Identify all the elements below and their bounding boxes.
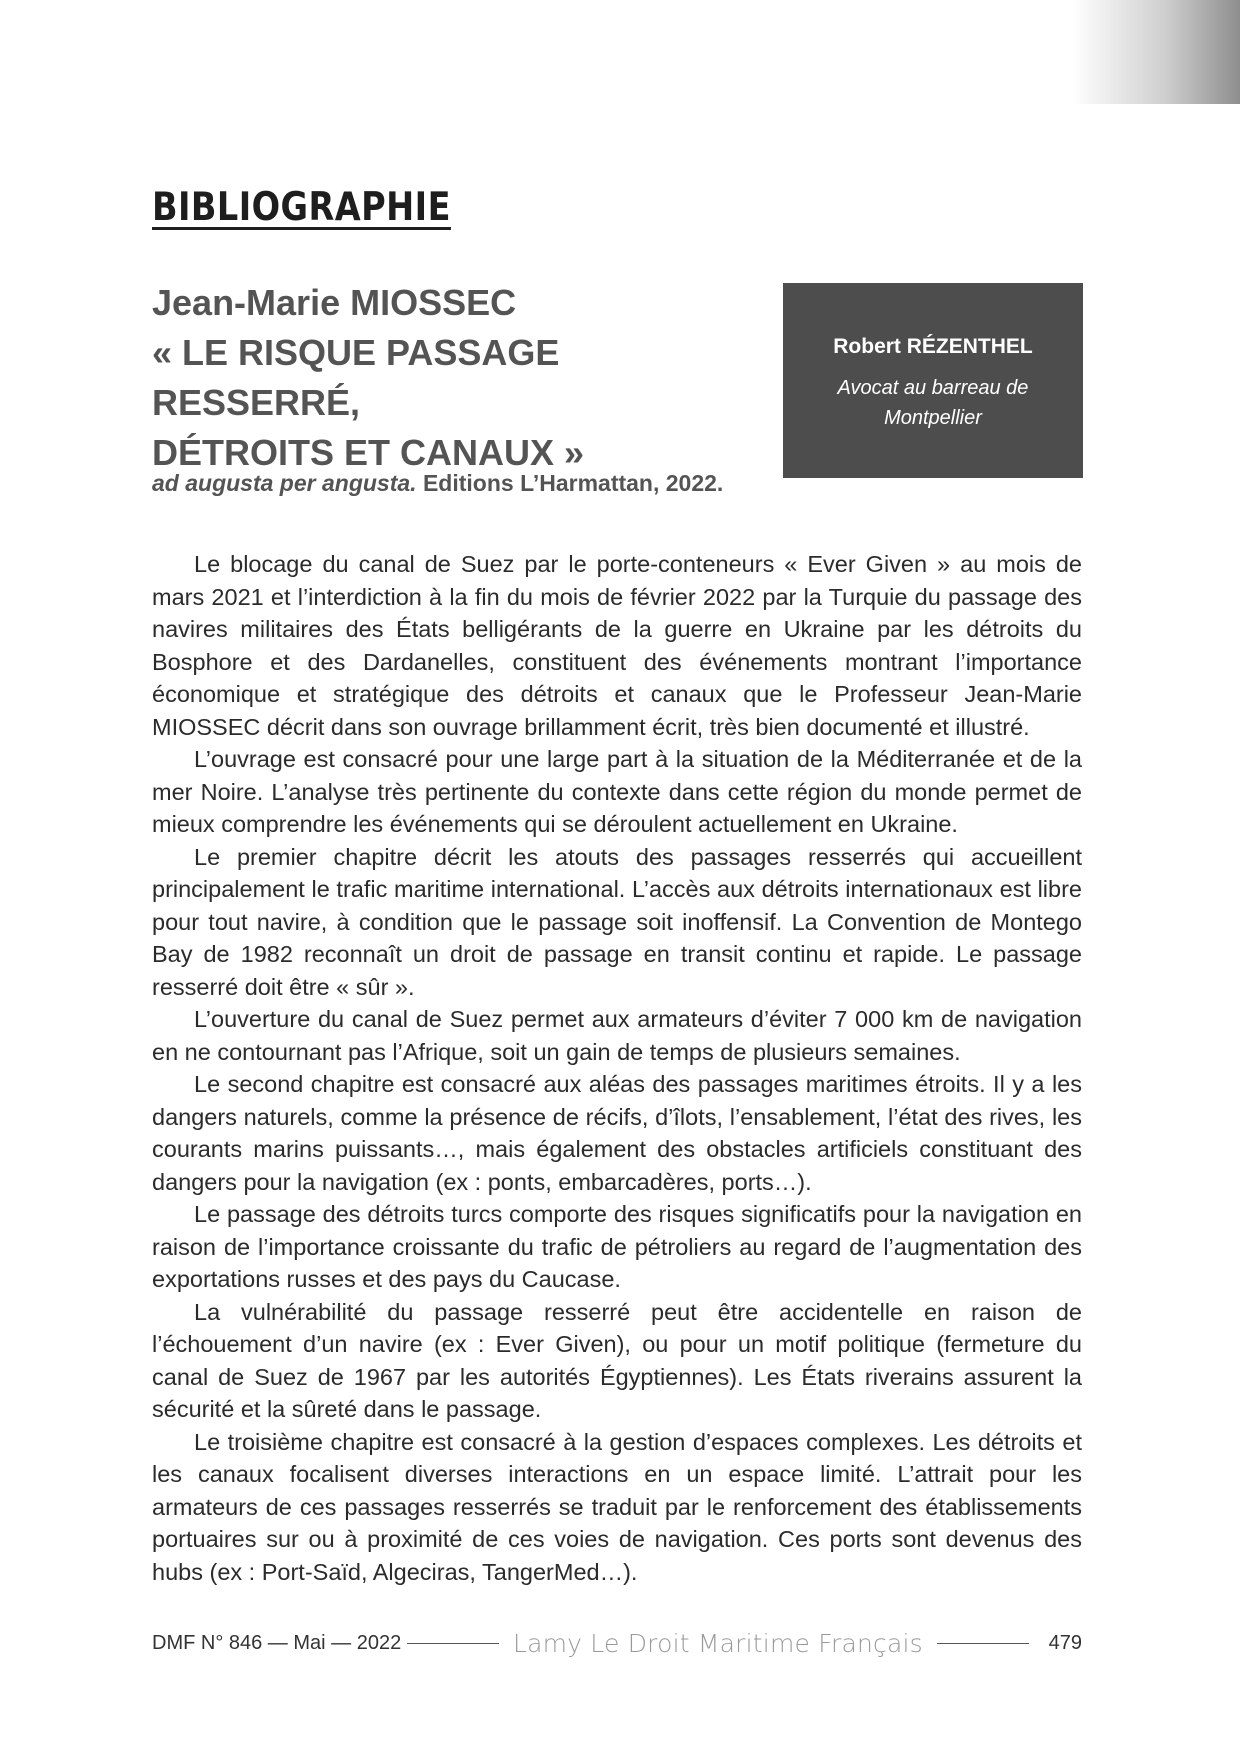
reviewer-name: Robert RÉZENTHEL bbox=[833, 335, 1033, 358]
paragraph: L’ouvrage est consacré pour une large part à la situation de la Méditerranée et de la mer Noire. L’analyse très pertinente du contexte dans cette région du monde permet de mieux comprendre les événements qui se déroulent actuellement en Ukraine. bbox=[152, 746, 1082, 837]
paragraph: Le troisième chapitre est consacré à la gestion d’espaces complexes. Les détroits et les canaux focalisent diverses interactions en un espace limité. L’attrait pour les armateurs de ces passages resserrés se traduit par le renforcement des établissements portuaires sur ou à proximité de ces voies de navigation. Ces ports sont devenus des hubs (ex : Port-Saïd, Algeciras, TangerMed…). bbox=[152, 1428, 1082, 1585]
paragraph: Le blocage du canal de Suez par le porte-conteneurs « Ever Given » au mois de mars 2021 et l’interdiction à la fin du mois de février 2022 par la Turquie du passage des navires militaires des États belligérants de la guerre en Ukraine par les détroits du Bosphore et des Dardanelles, constituent des événements montrant l’importance économique et stratégique des détroits et canaux que le Professeur Jean-Marie MIOSSEC décrit dans son ouvrage brillamment écrit, très bien documenté et illustré. bbox=[152, 551, 1082, 740]
page-footer bbox=[152, 1626, 1082, 1660]
footer-issue: DMF N° 846 — Mai — 2022 bbox=[152, 1631, 402, 1654]
paragraph: Le premier chapitre décrit les atouts des passages resserrés qui accueillent principalement le trafic maritime international. L’accès aux détroits internationaux est libre pour tout navire, à condition que le passage soit inoffensif. La Convention de Montego Bay de 1982 reconnaît un droit de passage en transit continu et rapide. Le passage resserré doit être « sûr ». bbox=[152, 843, 1082, 1000]
footer-rule-left bbox=[407, 1643, 499, 1644]
reviewer-box bbox=[783, 283, 1083, 478]
footer-publication: Lamy Le Droit Maritime Français bbox=[512, 1628, 923, 1658]
book-title-line-1: « LE RISQUE PASSAGE RESSERRÉ, bbox=[152, 332, 560, 423]
footer-rule-right bbox=[937, 1643, 1029, 1644]
page-number: 479 bbox=[1048, 1631, 1082, 1654]
reviewer-role: Avocat au barreau de Montpellier bbox=[837, 377, 1029, 429]
page-corner-tab bbox=[1072, 0, 1240, 104]
book-subtitle bbox=[152, 470, 723, 497]
review-body bbox=[152, 548, 1082, 1588]
book-subtitle-publisher: Editions L’Harmattan, 2022. bbox=[416, 470, 724, 496]
paragraph: La vulnérabilité du passage resserré peut être accidentelle en raison de l’échouement d’un navire (ex : Ever Given), ou pour un motif politique (fermeture du canal de Suez de 1967 par les autorités Égyptiennes). Les États riverains assurent la sécurité et la sûreté dans le passage. bbox=[152, 1298, 1082, 1422]
book-title bbox=[152, 328, 712, 478]
paragraph: Le passage des détroits turcs comporte des risques significatifs pour la navigation en raison de l’importance croissante du trafic de pétroliers au regard de l’augmentation des exportations russes et des pays du Caucase. bbox=[152, 1201, 1082, 1292]
paragraph: L’ouverture du canal de Suez permet aux armateurs d’éviter 7 000 km de navigation en ne contournant pas l’Afrique, soit un gain de temps de plusieurs semaines. bbox=[152, 1006, 1082, 1065]
book-subtitle-latin: ad augusta per angusta. bbox=[152, 470, 417, 496]
paragraph: Le second chapitre est consacré aux aléas des passages maritimes étroits. Il y a les dangers naturels, comme la présence de récifs, d’îlots, l’ensablement, l’état des rives, les courants marins puissants…, mais également des obstacles artificiels constituant des dangers pour la navigation (ex : ponts, embarcadères, ports…). bbox=[152, 1071, 1082, 1195]
book-title-line-2: DÉTROITS ET CANAUX » bbox=[152, 432, 585, 473]
section-title: BIBLIOGRAPHIE bbox=[152, 185, 451, 230]
book-author: Jean-Marie MIOSSEC bbox=[152, 282, 517, 323]
